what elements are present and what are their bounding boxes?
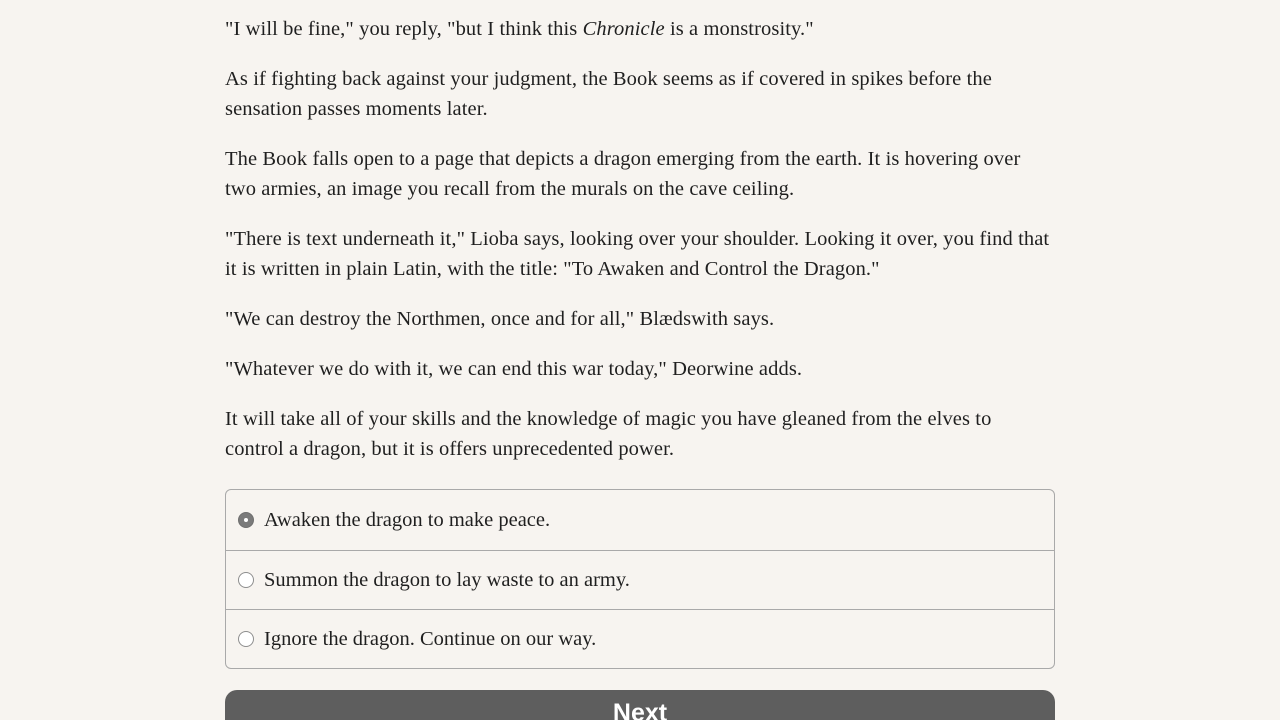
paragraph-text: is a monstrosity."	[664, 18, 814, 40]
story-paragraph: "There is text underneath it," Lioba says, looking over your shoulder. Looking it over, you find that it is written in plain Latin, with the title: "To Awaken and Control the Dragon."	[225, 228, 1050, 280]
choice-option-awaken[interactable]	[226, 490, 1054, 550]
choice-option-summon[interactable]	[226, 550, 1054, 609]
radio-button-selected[interactable]	[238, 512, 254, 528]
next-button[interactable]: Next	[225, 690, 1055, 720]
choice-label: Ignore the dragon. Continue on our way.	[264, 628, 597, 650]
story-paragraph: It will take all of your skills and the knowledge of magic you have gleaned from the elves to control a dragon, but it is offers unprecedented power.	[225, 408, 992, 460]
radio-button[interactable]	[238, 631, 254, 647]
paragraph-text: "I will be fine," you reply, "but I think this	[225, 18, 583, 40]
choice-label: Awaken the dragon to make peace.	[264, 509, 551, 531]
story-paragraph: As if fighting back against your judgment, the Book seems as if covered in spikes before the sensation passes moments later.	[225, 68, 992, 120]
story-paragraph: "We can destroy the Northmen, once and for all," Blædswith says.	[225, 308, 775, 330]
story-paragraph: "Whatever we do with it, we can end this war today," Deorwine adds.	[225, 358, 803, 380]
choice-label: Summon the dragon to lay waste to an army.	[264, 569, 630, 591]
story-paragraph: The Book falls open to a page that depicts a dragon emerging from the earth. It is hovering over two armies, an image you recall from the murals on the cave ceiling.	[225, 148, 1021, 200]
story-paragraph	[225, 14, 1055, 44]
radio-button[interactable]	[238, 572, 254, 588]
choice-list	[225, 489, 1055, 669]
story-text	[225, 14, 1055, 484]
choice-option-ignore[interactable]	[226, 609, 1054, 668]
book-title: Chronicle	[582, 18, 665, 40]
